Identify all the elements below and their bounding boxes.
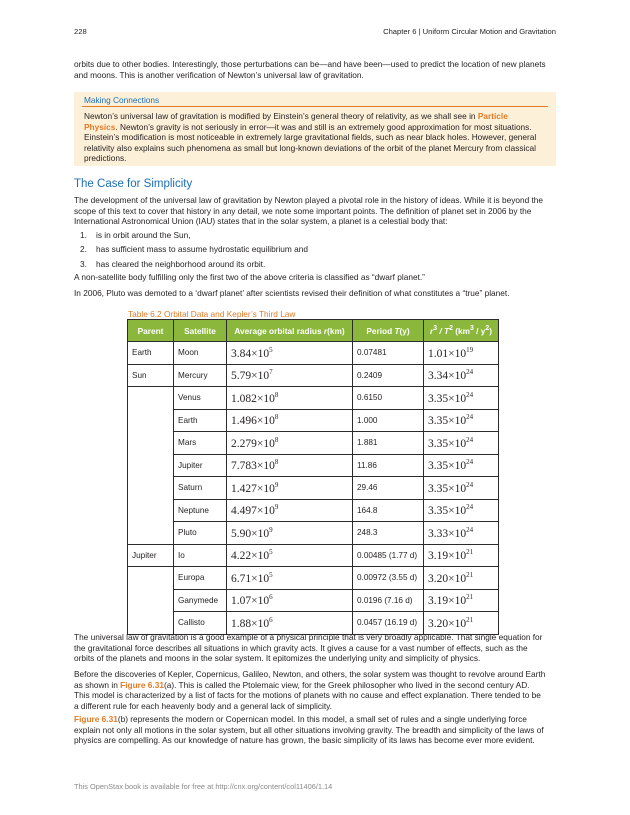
- table-row: [128, 409, 499, 432]
- cell-radius: $5.79\times 10^7$: [227, 364, 353, 387]
- table-row: [128, 612, 499, 635]
- particle-physics-link[interactable]: Particle: [477, 111, 508, 121]
- cell-ratio: $3.35\times 10^{24}$: [424, 499, 499, 522]
- cell-radius: $3.84\times 10^5$: [227, 342, 353, 365]
- cell-radius: $1.427\times 10^9$: [227, 477, 353, 500]
- cell-ratio: $3.35\times 10^{24}$: [424, 432, 499, 455]
- callout-divider: [82, 106, 548, 107]
- cell-period: 0.0196 (7.16 d): [353, 589, 424, 612]
- cell-period: 1.000: [353, 409, 424, 432]
- cell-period: 0.2409: [353, 364, 424, 387]
- cell-period: 11.86: [353, 454, 424, 477]
- table-row: [128, 544, 499, 567]
- table-row: [128, 477, 499, 500]
- list-item: 1. is in orbit around the Sun,: [80, 230, 191, 240]
- table-row: [128, 589, 499, 612]
- intro-paragraph: orbits due to other bodies. Interestingly, those perturbations can be—and have been—used to predict the location of new planets and moons. This is another verification of Newton’s universal law of gravitation.: [74, 59, 546, 80]
- table-row: [128, 342, 499, 365]
- cell-parent: Earth: [128, 342, 174, 365]
- cell-ratio: $3.35\times 10^{24}$: [424, 477, 499, 500]
- table-row: [128, 567, 499, 590]
- page-footer: This OpenStax book is available for free at http://cnx.org/content/col11406/1.14: [74, 782, 333, 791]
- cell-satellite: Mars: [174, 432, 227, 455]
- figure-6-31-link[interactable]: Figure 6.31: [120, 679, 164, 690]
- copernican-paragraph: Figure 6.31(b) represents the modern or Copernican model. In this model, a small set of rules and a single underlying force explain not only all motions in the solar system, but all other situations involving gravity. The breadth and simplicity of the laws of physics are compelling. As our knowledge of nature has grown, the basic simplicity of its laws has become ever more evident.: [74, 714, 544, 746]
- table-row: [128, 499, 499, 522]
- cell-ratio: $3.20\times 10^{21}$: [424, 612, 499, 635]
- cell-radius: $5.90\times 10^9$: [227, 522, 353, 545]
- cell-satellite: Neptune: [174, 499, 227, 522]
- cell-radius: $6.71\times 10^5$: [227, 567, 353, 590]
- list-item: 3. has cleared the neighborhood around its orbit.: [80, 259, 266, 269]
- cell-period: 1.881: [353, 432, 424, 455]
- cell-satellite: Mercury: [174, 364, 227, 387]
- chapter-header: Chapter 6 | Uniform Circular Motion and Gravitation: [383, 27, 556, 36]
- header-period: Period T(y): [353, 320, 424, 342]
- pluto-paragraph: In 2006, Pluto was demoted to a ‘dwarf planet’ after scientists revised their definition of what constitutes a “true” planet.: [74, 288, 510, 298]
- cell-ratio: $3.19\times 10^{21}$: [424, 589, 499, 612]
- cell-ratio: $3.33\times 10^{24}$: [424, 522, 499, 545]
- simplicity-paragraph: The development of the universal law of gravitation by Newton played a pivotal role in the history of ideas. While it is beyond the scope of this text to cover that history in any detail, we note some important points. The definition of planet set in 2006 by the International Astronomical Union (IAU) states that in the solar system, a planet is a celestial body that:: [74, 195, 544, 227]
- cell-period: 0.00485 (1.77 d): [353, 544, 424, 567]
- table-row: [128, 387, 499, 410]
- header-radius: Average orbital radius r(km): [227, 320, 353, 342]
- cell-satellite: Pluto: [174, 522, 227, 545]
- cell-radius: $4.497\times 10^9$: [227, 499, 353, 522]
- table-header-row: [128, 320, 499, 342]
- cell-ratio: $3.35\times 10^{24}$: [424, 454, 499, 477]
- orbital-data-table: [127, 319, 499, 635]
- cell-radius: $7.783\times 10^8$: [227, 454, 353, 477]
- cell-period: 29.46: [353, 477, 424, 500]
- cell-period: 248.3: [353, 522, 424, 545]
- cell-satellite: Jupiter: [174, 454, 227, 477]
- cell-satellite: Saturn: [174, 477, 227, 500]
- cell-satellite: Venus: [174, 387, 227, 410]
- cell-radius: $4.22\times 10^5$: [227, 544, 353, 567]
- page-number: 228: [74, 27, 87, 36]
- cell-parent-jupiter-continued: [128, 567, 174, 635]
- list-item: 2. has sufficient mass to assume hydrostatic equilibrium and: [80, 244, 308, 254]
- cell-ratio: $3.34\times 10^{24}$: [424, 364, 499, 387]
- cell-ratio: $3.20\times 10^{21}$: [424, 567, 499, 590]
- cell-satellite: Callisto: [174, 612, 227, 635]
- particle-physics-link-cont[interactable]: Physics: [84, 121, 116, 132]
- cell-radius: $2.279\times 10^8$: [227, 432, 353, 455]
- universal-law-paragraph: The universal law of gravitation is a good example of a physical principle that is very broadly applicable. That single equation for the gravitational force describes all situations in which gravity acts. It gives a cause for a vast number of effects, such as the orbits of the planets and moons in the solar system. It epitomizes the underlying unity and simplicity of physics.: [74, 632, 543, 664]
- section-heading: The Case for Simplicity: [74, 178, 193, 190]
- table-row: [128, 522, 499, 545]
- cell-radius: $1.88\times 10^6$: [227, 612, 353, 635]
- cell-period: 0.00972 (3.55 d): [353, 567, 424, 590]
- table-row: [128, 454, 499, 477]
- cell-radius: $1.496\times 10^8$: [227, 409, 353, 432]
- figure-6-31-link[interactable]: Figure 6.31: [74, 714, 118, 724]
- cell-parent: Sun: [128, 364, 174, 387]
- table-row: [128, 432, 499, 455]
- cell-radius: $1.082\times 10^8$: [227, 387, 353, 410]
- cell-satellite: Ganymede: [174, 589, 227, 612]
- cell-period: 0.6150: [353, 387, 424, 410]
- callout-body: Newton’s universal law of gravitation is modified by Einstein’s general theory of relativity, as we shall see in Particle Physics. Newton’s gravity is not seriously in error—it was and still is an extremely good approximation for most situations. Einstein’s modification is most noticeable in extremely large gravitational fields, such as near black holes. However, general relativity also explains such phenomena as small but long-known deviations of the orbit of the planet Mercury from classical predictions.: [84, 111, 537, 164]
- cell-parent-sun-continued: [128, 387, 174, 545]
- dwarf-planet-paragraph: A non-satellite body fulfilling only the first two of the above criteria is classified as “dwarf planet.”: [74, 272, 425, 282]
- cell-radius: $1.07\times 10^6$: [227, 589, 353, 612]
- header-ratio: $r^3 / T^2$ $(km^3 / y^2)$: [424, 320, 499, 342]
- cell-satellite: Moon: [174, 342, 227, 365]
- cell-ratio: $1.01\times 10^{19}$: [424, 342, 499, 365]
- callout-title: Making Connections: [84, 95, 160, 105]
- ptolemaic-paragraph: Before the discoveries of Kepler, Copernicus, Galileo, Newton, and others, the solar system was thought to revolve around Earth as shown in Figure 6.31(a). This is called the Ptolemaic view, for the Greek philosopher who lived in the second century AD. This model is characterized by a list of facts for the motions of planets with no cause and effect explanation. There tended to be a different rule for each heavenly body and a general lack of simplicity.: [74, 669, 546, 711]
- cell-period: 164.8: [353, 499, 424, 522]
- cell-ratio: $3.35\times 10^{24}$: [424, 387, 499, 410]
- making-connections-box: [74, 92, 556, 166]
- table-row: [128, 364, 499, 387]
- cell-ratio: $3.35\times 10^{24}$: [424, 409, 499, 432]
- cell-satellite: Europa: [174, 567, 227, 590]
- cell-period: 0.07481: [353, 342, 424, 365]
- cell-period: 0.0457 (16.19 d): [353, 612, 424, 635]
- header-satellite: Satellite: [174, 320, 227, 342]
- cell-ratio: $3.19\times 10^{21}$: [424, 544, 499, 567]
- cell-satellite: Io: [174, 544, 227, 567]
- table-caption: Table 6.2 Orbital Data and Kepler’s Third Law: [128, 309, 296, 319]
- cell-satellite: Earth: [174, 409, 227, 432]
- cell-parent: Jupiter: [128, 544, 174, 567]
- header-parent: Parent: [128, 320, 174, 342]
